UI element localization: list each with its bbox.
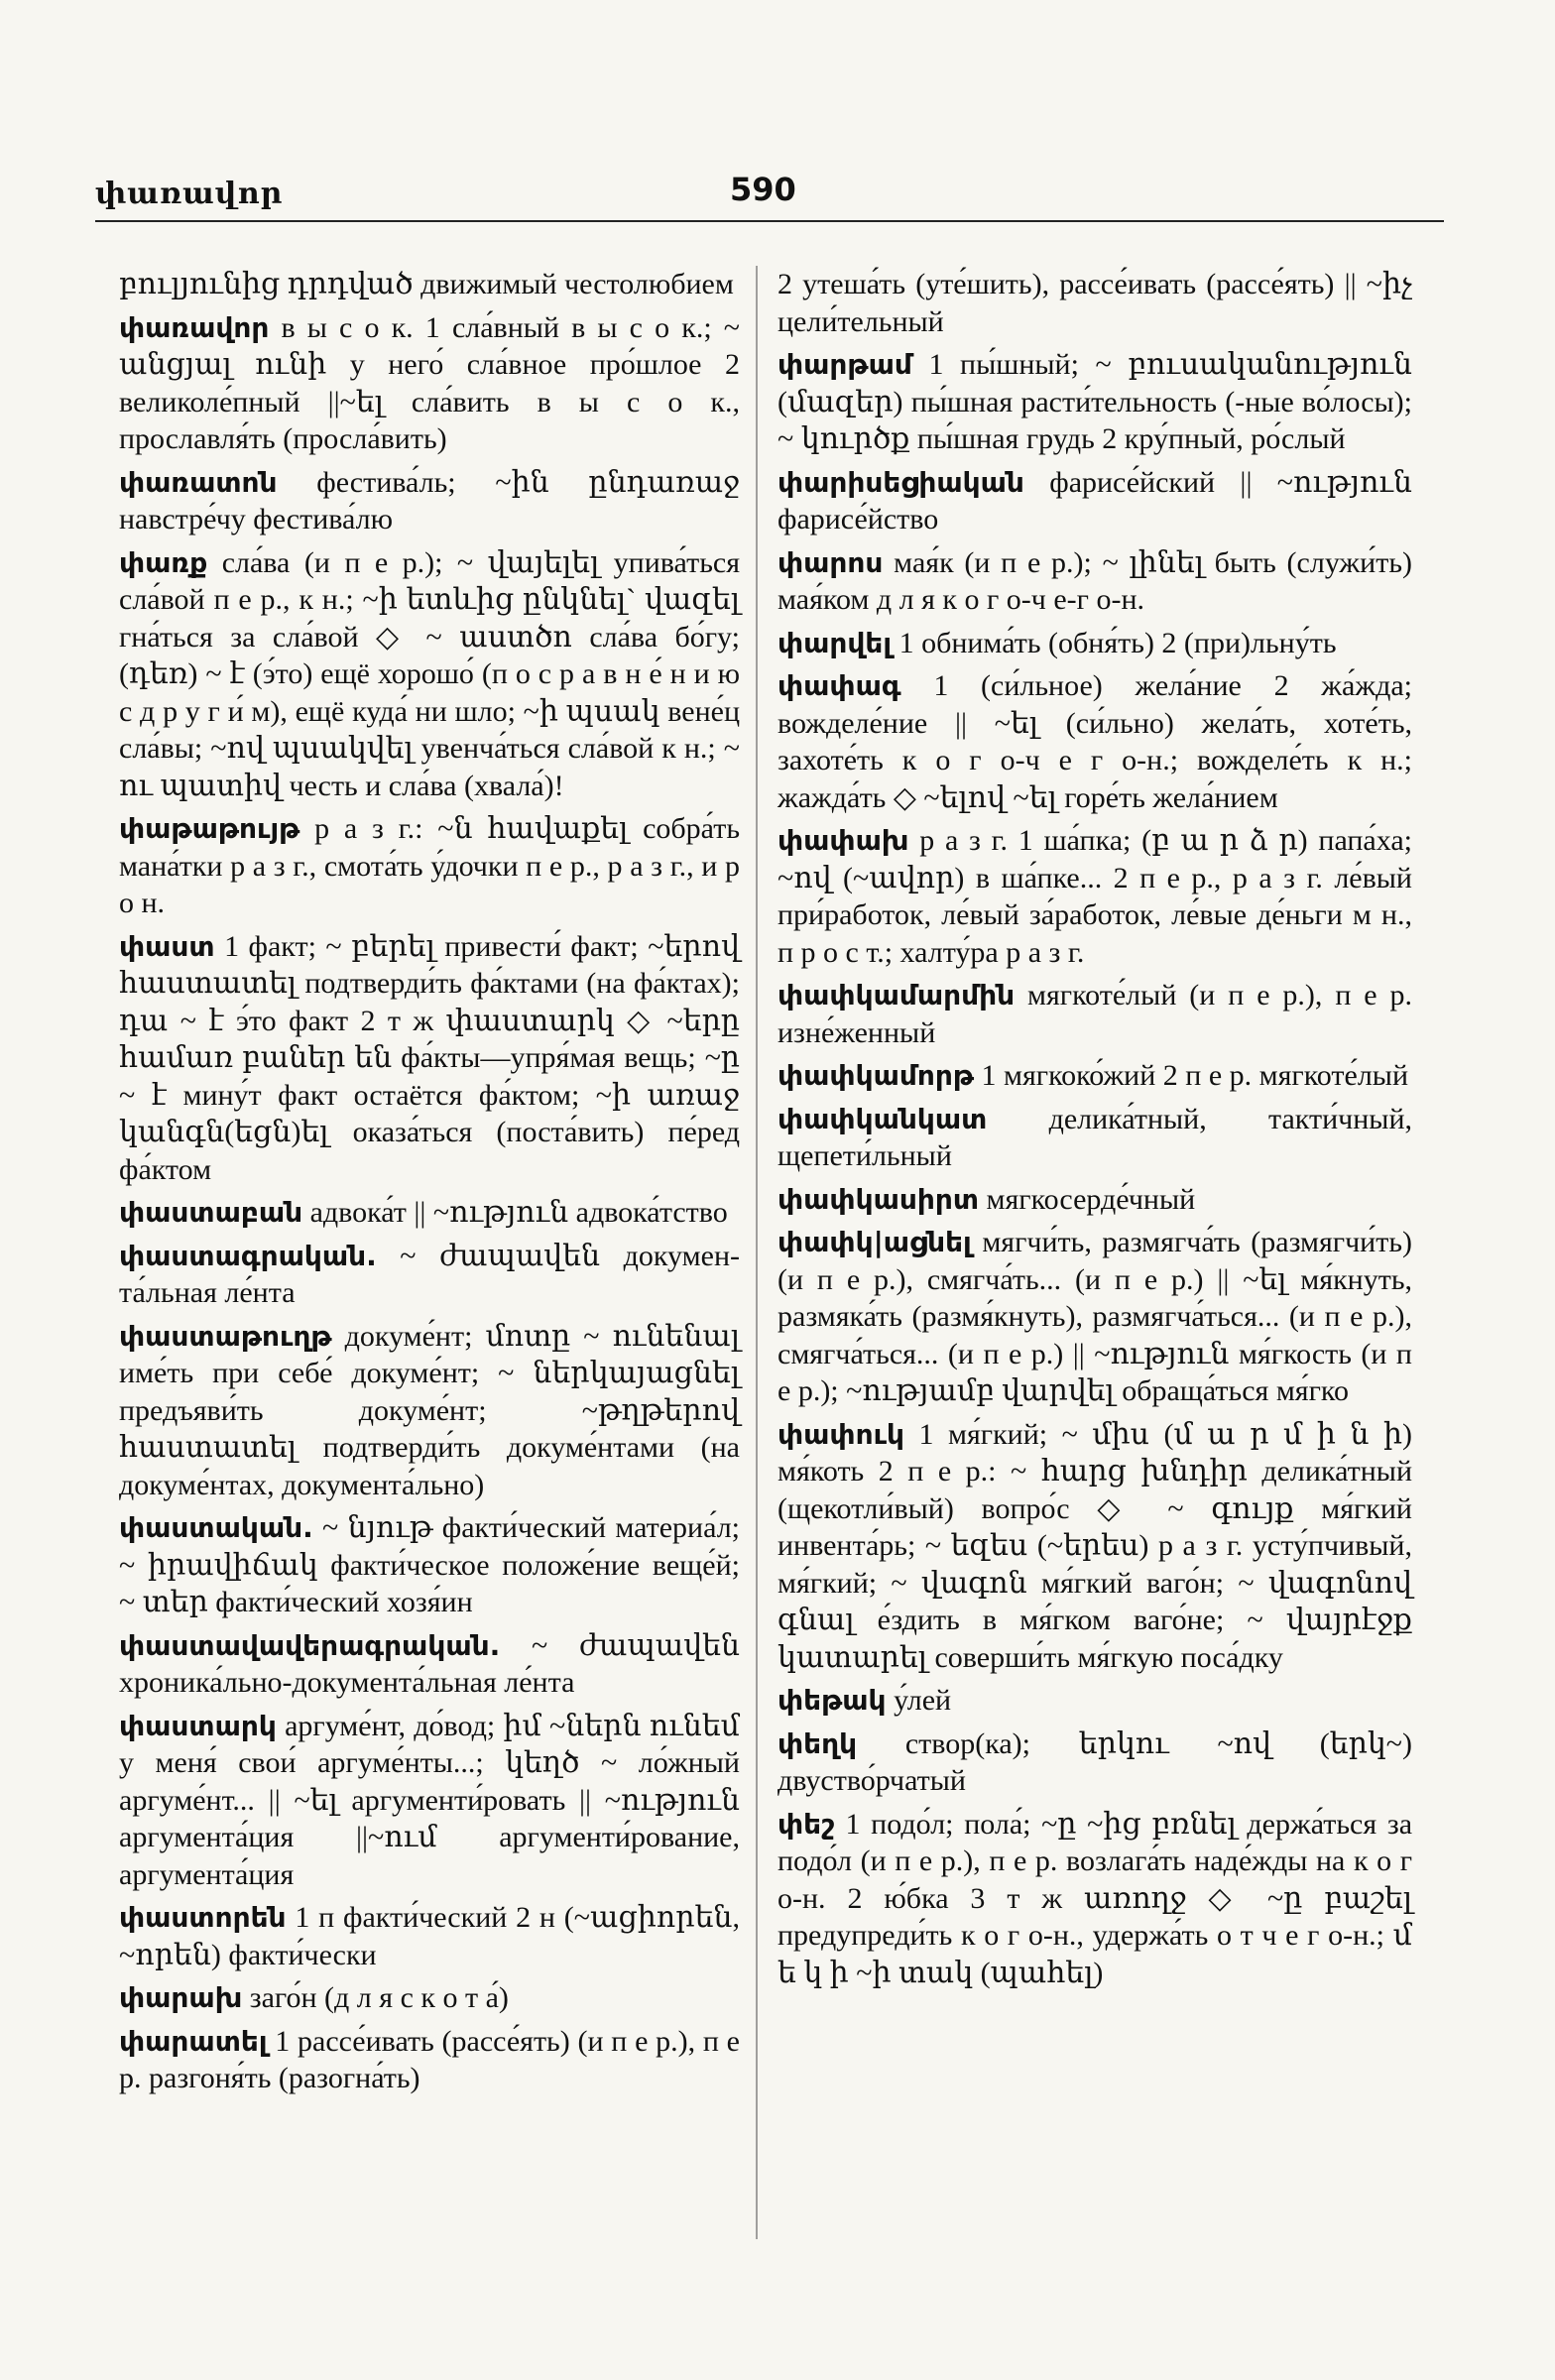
entry-headword: փարատել: [119, 2024, 268, 2058]
entry-headword: փարվել: [778, 626, 893, 659]
column-divider: [756, 266, 758, 2239]
dictionary-entry: [778, 464, 1412, 538]
entry-headword: փառք: [119, 545, 208, 579]
header-rule: [95, 220, 1444, 222]
entry-definition: 1 мягкоко́жий 2 п е р. мягкоте́лый: [981, 1059, 1409, 1092]
entry-headword: փափկամարմին: [778, 979, 1016, 1012]
entry-definition: мягчи́ть, размягча́ть (размягчи́ть) (и п е р.), смягча́ть... (и п е р.) || ~ել мя́кнуть, размяка́ть (размя́кнуть), размягча́ться... (и п е р.), смягча́ться... (и п е р.) || ~ություն мя́гкость (и п е р.); ~ությամբ վարվել обраща́ться мя́гко: [778, 1226, 1413, 1407]
dictionary-entry: [778, 1224, 1412, 1410]
entry-headword: փարիսեցիական: [778, 465, 1024, 499]
entry-definition: фестива́ль; ~ին ընդառաջ навстре́чу фестива́лю: [119, 465, 741, 536]
entry-headword: փաստաբան: [119, 1196, 303, 1229]
entry-definition: 1 факт; ~ բերել привести́ факт; ~երով հաստատել подтверди́ть фа́ктами (на фа́ктах); դա ~ է э́то факт 2 т ж փաստարկ ◇ ~երը համառ բաներ են фа́кты—упря́мая вещь; ~ը ~ է мину́т факт остаётся фа́ктом; ~ի առաջ կանգն(եցն)ել оказа́ться (поста́вить) пе́ред фа́ктом: [119, 929, 740, 1186]
dictionary-entry: [778, 1057, 1412, 1095]
dictionary-entry: [778, 1806, 1412, 1992]
entry-definition: 1 обнима́ть (обня́ть) 2 (при)льну́ть: [898, 626, 1337, 659]
dictionary-entry: [778, 346, 1412, 458]
dictionary-entry: [778, 1101, 1412, 1175]
entry-definition: заго́н (д л я с к о т а́): [249, 1981, 509, 2014]
entry-headword: փաստորեն: [119, 1901, 287, 1934]
entry-headword: փառատոն: [119, 465, 278, 499]
entry-definition: ~ ժապավեն документа́льная ле́нта: [119, 1239, 740, 1309]
entry-headword: փեթակ: [778, 1684, 887, 1717]
dictionary-entry: [119, 464, 740, 538]
entry-headword: փաստական.: [119, 1511, 313, 1544]
entry-definition: 1 пы́шный; ~ բուսականություն (մազեր) пы́шная расти́тельность (-ные во́лосы); ~ կուրծք пы́шная грудь 2 кру́пный, ро́слый: [778, 348, 1412, 455]
entry-headword: փափախ: [778, 824, 909, 857]
dictionary-entry: [778, 625, 1412, 662]
dictionary-entry: [778, 1181, 1412, 1219]
entry-headword: փարթամ: [778, 348, 912, 381]
entry-definition: створ(ка); երկու ~ով (երկ~) двуство́рчатый: [778, 1726, 1412, 1797]
left-column: [119, 266, 740, 2103]
dictionary-entry: [119, 1318, 740, 1504]
entry-headword: փափկամորթ: [778, 1059, 974, 1092]
entry-definition: в ы с о к. 1 сла́вный в ы с о к.; ~ անցյալ ունի у него́ сла́вное про́шлое 2 великоле́пный ||~ել сла́вить в ы с о к., прославля́ть (просла́вить): [119, 310, 741, 455]
entry-headword: փառավոր: [119, 310, 270, 344]
entry-headword: փաստավավերագրական.: [119, 1628, 501, 1662]
entry-headword: փարոս: [778, 545, 884, 579]
entry-definition: 1 мя́гкий; ~ միս (մ ա ր մ ի ն ի) мя́коть 2 п е р.: ~ հարց խնդիր делика́тный (щекотли́вый) вопро́с ◇ ~ գույք мя́гкий инвента́рь; ~ եզես (~երես) р а з г. усту́пчивый, мя́гкий; ~ վագոն мя́гкий ваго́н; ~ վագոնով գնալ е́здить в мя́гком ваго́не; ~ վայրէջք կատարել соверши́ть мя́гкую поса́дку: [778, 1417, 1413, 1674]
entry-headword: փեղկ: [778, 1726, 858, 1760]
entry-definition: сла́ва (и п е р.); ~ վայելել упива́ться сла́вой п е р., к н.; ~ի ետևից ընկնել` վազել гна́ться за сла́вой ◇ ~ աստծո сла́ва бо́гу; (դեռ) ~ է (э́то) ещё хорошо́ (п о с р а в н е́ н и ю с д р у г и́ м), ещё куда́ ни шло; ~ի պսակ вене́ц сла́вы; ~ով պսակվել увенча́ться сла́вой к н.; ~ ու պատիվ честь и сла́ва (хвала́)!: [119, 545, 740, 802]
entry-definition: ~ ժապավեն хроника́льно-документа́льная ле́нта: [119, 1628, 740, 1699]
entry-definition: докуме́нт; մոտը ~ ունենալ име́ть при себе́ докуме́нт; ~ ներկայացնել предъяви́ть докуме́нт; ~թղթերով հաստատել подтверди́ть докуме́нтами (на докуме́нтах, документа́льно): [119, 1319, 740, 1501]
entry-headword: փեշ: [778, 1807, 835, 1841]
entry-definition: адвока́т || ~ություն адвока́тство: [309, 1196, 728, 1229]
entry-definition: аргуме́нт, до́вод; իմ ~ներն ունեմ у меня́ свои́ аргуме́нты...; կեղծ ~ ло́жный аргуме́нт... || ~ել аргументи́ровать || ~ություն аргумента́ция ||~ում аргументи́рование, аргумента́ция: [119, 1709, 740, 1891]
entry-definition: 1 рассе́ивать (рассе́ять) (и п е р.), п е р. разгоня́ть (разогна́ть): [119, 2024, 740, 2094]
dictionary-entry: [778, 1726, 1412, 1800]
entry-definition: мягкоте́лый (и п е р.), п е р. изне́женный: [778, 979, 1412, 1049]
entry-headword: փափուկ: [778, 1417, 904, 1451]
dictionary-entry: [119, 2023, 740, 2097]
entry-definition: делика́тный, такти́чный, щепети́льный: [778, 1102, 1412, 1172]
dictionary-entry: [778, 822, 1412, 971]
entry-headword: փաստագրական.: [119, 1239, 377, 1272]
entry-definition: 2 утеша́ть (уте́шить), рассе́ивать (рассе́ять) || ~իչ цели́тельный: [778, 268, 1412, 338]
entry-definition: у́лей: [894, 1684, 952, 1717]
dictionary-entry: [119, 928, 740, 1189]
entry-definition: 1 подо́л; пола́; ~ը ~ից բռնել держа́ться за подо́л (и п е р.), п е р. возлага́ть наде́жды на к о г о-н. 2 ю́бка 3 т ж առողջ ◇ ~ը բաշել предупреди́ть к о г о-н., удержа́ть о т ч е г о-н.; մ ե կ ի ~ի տակ (պահել): [778, 1807, 1413, 1989]
entry-headword: փափագ: [778, 669, 901, 702]
entry-definition: мягкосерде́чный: [986, 1182, 1196, 1216]
entry-headword: փափկասիրտ: [778, 1182, 979, 1216]
entry-definition: 1 (си́льное) жела́ние 2 жа́жда; вожделе́ние || ~ել (си́льно) жела́ть, хоте́ть, захоте́ть к о г о-ч е г о-н.; вожделе́ть к н.; жажда́ть ◇ ~ելով ~ել горе́ть жела́нием: [778, 669, 1412, 814]
dictionary-entry: [778, 977, 1412, 1051]
entry-definition: мая́к (и п е р.); ~ լինել быть (служи́ть) мая́ком д л я к о г о-ч е-г о-н.: [778, 545, 1412, 616]
dictionary-entry: [119, 1979, 740, 2017]
dictionary-entry: [119, 1509, 740, 1621]
dictionary-entry: [119, 544, 740, 805]
dictionary-entry: [778, 1682, 1412, 1720]
entry-headword: փաստ: [119, 929, 215, 963]
entry-definition: р а з г.: ~ն հավաքել собра́ть мана́тки р а з г., смота́ть у́дочки п е р., р а з г., и р о н.: [119, 812, 741, 919]
entry-definition: ~ նյութ факти́ческий материа́л; ~ իրավիճակ факти́ческое положе́ние веще́й; ~ տեր факти́ческий хозя́ин: [119, 1511, 740, 1618]
entry-definition: р а з г. 1 ша́пка; (բ ա ր ձ ր) папа́ха; ~ով (~ավոր) в ша́пке... 2 п е р., р а з г. ле́вый при́работок, ле́вый за́работок, ле́вые де́ньги м н., п р о с т.; халту́ра р а з г.: [778, 824, 1412, 969]
entry-headword: փաթաթույթ: [119, 812, 300, 845]
right-column: [778, 266, 1412, 1997]
dictionary-entry: [778, 266, 1412, 340]
dictionary-entry: [778, 1416, 1412, 1677]
dictionary-entry: [778, 544, 1412, 619]
dictionary-entry: [119, 1708, 740, 1894]
entry-headword: փաստաթուղթ: [119, 1319, 332, 1353]
dictionary-entry: [119, 1194, 740, 1232]
page-number: 590: [730, 171, 796, 208]
dictionary-entry: [119, 1899, 740, 1973]
entry-definition: фарисе́йский || ~ություն фарисе́йство: [778, 465, 1412, 536]
dictionary-entry: [119, 266, 740, 303]
dictionary-entry: [119, 1627, 740, 1702]
entry-headword: փափկանկատ: [778, 1102, 988, 1135]
entry-headword: փափկ|ացնել: [778, 1226, 972, 1258]
dictionary-entry: [778, 667, 1412, 816]
page-header: [95, 171, 1440, 222]
guide-word: փառավոր: [95, 177, 284, 211]
entry-headword: փաստարկ: [119, 1709, 277, 1742]
entry-definition: բուլյունից դրդված движимый честолюбием: [119, 268, 734, 300]
dictionary-entry: [119, 309, 740, 458]
dictionary-entry: [119, 1238, 740, 1312]
dictionary-entry: [119, 810, 740, 922]
entry-headword: փարախ: [119, 1981, 243, 2014]
entry-definition: 1 п факти́ческий 2 н (~ացիորեն, ~որեն) факти́чески: [119, 1901, 741, 1971]
